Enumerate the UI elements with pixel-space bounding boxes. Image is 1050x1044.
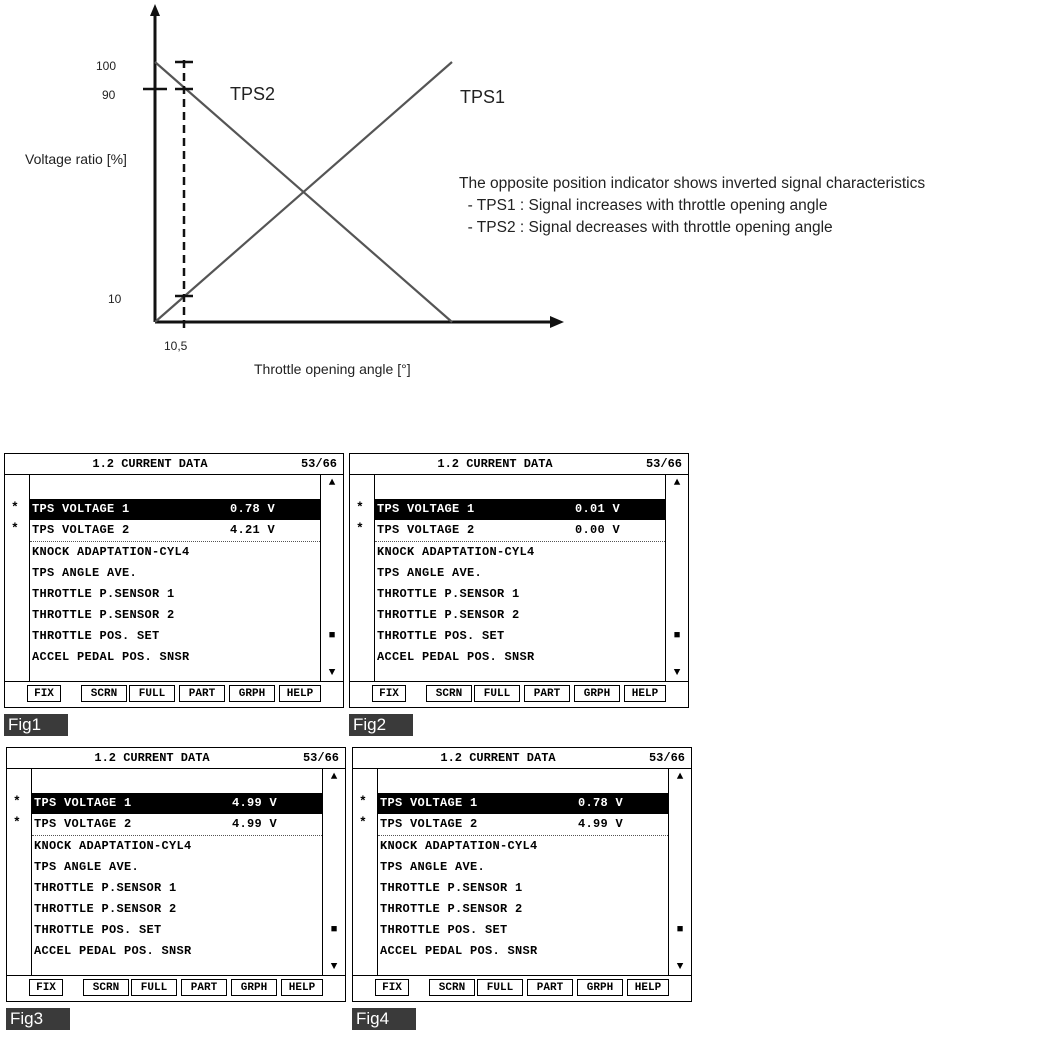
screen-title-bar [353, 748, 691, 769]
y-axis-arrow-icon [150, 4, 160, 16]
data-row-value: 4.99 V [232, 796, 278, 810]
data-row-value: 0.78 V [578, 796, 624, 810]
scrollbar[interactable] [665, 475, 688, 681]
screen-title-bar [350, 454, 688, 475]
data-row-value: 4.99 V [578, 817, 624, 831]
fkey-fix-button[interactable]: FIX [29, 979, 63, 996]
diagram-note [459, 173, 925, 239]
data-row[interactable] [378, 920, 668, 941]
data-row-label: TPS VOLTAGE 1 [34, 796, 132, 810]
marker-asterisk-icon: * [13, 794, 21, 809]
fkey-scrn-button[interactable]: SCRN [426, 685, 472, 702]
y-tick-100: 100 [96, 59, 117, 73]
data-row[interactable] [375, 626, 665, 647]
data-row[interactable] [30, 584, 320, 605]
screen-title: 1.2 CURRENT DATA [440, 751, 556, 765]
function-key-bar [7, 975, 345, 1001]
data-row[interactable] [32, 941, 322, 962]
data-row[interactable] [30, 647, 320, 668]
scroll-down-icon[interactable]: ▼ [328, 667, 336, 679]
data-row[interactable] [30, 499, 320, 520]
data-row[interactable] [375, 499, 665, 520]
marker-asterisk-icon: * [11, 521, 19, 536]
data-row-label: THROTTLE POS. SET [32, 629, 160, 643]
screen-title: 1.2 CURRENT DATA [94, 751, 210, 765]
data-row-label: THROTTLE P.SENSOR 1 [377, 587, 520, 601]
data-row[interactable] [378, 857, 668, 878]
fkey-help-button[interactable]: HELP [627, 979, 669, 996]
data-row-label: ACCEL PEDAL POS. SNSR [377, 650, 535, 664]
scrollbar[interactable] [322, 769, 345, 975]
data-row-value: 4.99 V [232, 817, 278, 831]
data-list [30, 499, 320, 668]
marker-asterisk-icon: * [356, 500, 364, 515]
data-row[interactable] [30, 542, 320, 563]
figure-label: Fig2 [349, 714, 413, 736]
scroll-down-icon[interactable]: ▼ [676, 961, 684, 973]
fkey-part-button[interactable]: PART [527, 979, 573, 996]
screen-title-bar [5, 454, 343, 475]
data-row[interactable] [30, 605, 320, 626]
data-row[interactable] [30, 626, 320, 647]
fkey-help-button[interactable]: HELP [624, 685, 666, 702]
fkey-help-button[interactable]: HELP [279, 685, 321, 702]
function-key-bar [5, 681, 343, 707]
scroll-up-icon[interactable]: ▲ [328, 477, 336, 489]
data-row[interactable] [375, 647, 665, 668]
page-counter: 53/66 [300, 457, 337, 471]
data-row[interactable] [30, 520, 320, 542]
data-row-label: ACCEL PEDAL POS. SNSR [380, 944, 538, 958]
data-row[interactable] [378, 793, 668, 814]
fkey-scrn-button[interactable]: SCRN [81, 685, 127, 702]
data-row-label: TPS ANGLE AVE. [380, 860, 486, 874]
data-row[interactable] [375, 584, 665, 605]
screen-title: 1.2 CURRENT DATA [92, 457, 208, 471]
data-list [378, 793, 668, 962]
marker-asterisk-icon: * [11, 500, 19, 515]
page-counter: 53/66 [302, 751, 339, 765]
data-row-label: TPS VOLTAGE 1 [32, 502, 130, 516]
fkey-grph-button[interactable]: GRPH [231, 979, 277, 996]
page-counter: 53/66 [648, 751, 685, 765]
data-row[interactable] [375, 542, 665, 563]
data-row[interactable] [32, 878, 322, 899]
data-row-label: TPS VOLTAGE 1 [377, 502, 475, 516]
fkey-fix-button[interactable]: FIX [375, 979, 409, 996]
scanner-screen-2 [349, 453, 689, 708]
data-row-label: THROTTLE P.SENSOR 1 [34, 881, 177, 895]
scroll-thumb-icon[interactable]: ■ [328, 630, 336, 642]
marker-asterisk-icon: * [356, 521, 364, 536]
scanner-screen-1 [4, 453, 344, 708]
data-row[interactable] [378, 941, 668, 962]
fkey-full-button[interactable]: FULL [474, 685, 520, 702]
figure-label: Fig4 [352, 1008, 416, 1030]
fkey-grph-button[interactable]: GRPH [229, 685, 275, 702]
fkey-grph-button[interactable]: GRPH [577, 979, 623, 996]
scroll-thumb-icon[interactable]: ■ [673, 630, 681, 642]
data-row[interactable] [375, 520, 665, 542]
data-row-label: KNOCK ADAPTATION-CYL4 [380, 839, 538, 853]
screen-title: 1.2 CURRENT DATA [437, 457, 553, 471]
scanner-screen-4 [352, 747, 692, 1002]
scroll-thumb-icon[interactable]: ■ [676, 924, 684, 936]
data-row-label: THROTTLE POS. SET [34, 923, 162, 937]
y-axis-label: Voltage ratio [%] [25, 151, 127, 167]
note-line-1: The opposite position indicator shows inverted signal characteristics [459, 175, 926, 192]
data-row-label: KNOCK ADAPTATION-CYL4 [32, 545, 190, 559]
data-row-value: 0.01 V [575, 502, 621, 516]
fkey-part-button[interactable]: PART [179, 685, 225, 702]
data-row-value: 0.78 V [230, 502, 276, 516]
data-row-label: TPS ANGLE AVE. [377, 566, 483, 580]
data-row-label: TPS VOLTAGE 2 [34, 817, 132, 831]
data-row[interactable] [375, 605, 665, 626]
screen-title-bar [7, 748, 345, 769]
data-row-label: KNOCK ADAPTATION-CYL4 [377, 545, 535, 559]
scroll-up-icon[interactable]: ▲ [330, 771, 338, 783]
figure-label: Fig3 [6, 1008, 70, 1030]
x-tick-10-5: 10,5 [164, 339, 188, 353]
scroll-up-icon[interactable]: ▲ [676, 771, 684, 783]
data-row[interactable] [30, 563, 320, 584]
data-row[interactable] [32, 899, 322, 920]
x-axis-label: Throttle opening angle [°] [254, 361, 411, 377]
data-row[interactable] [32, 920, 322, 941]
data-row-label: THROTTLE P.SENSOR 2 [32, 608, 175, 622]
y-tick-90: 90 [102, 88, 116, 102]
data-row-label: THROTTLE P.SENSOR 1 [380, 881, 523, 895]
data-row[interactable] [32, 793, 322, 814]
scroll-down-icon[interactable]: ▼ [673, 667, 681, 679]
function-key-bar [350, 681, 688, 707]
data-row-value: 4.21 V [230, 523, 276, 537]
tps2-label: TPS2 [230, 84, 276, 104]
data-list [32, 793, 322, 962]
data-row-label: THROTTLE P.SENSOR 1 [32, 587, 175, 601]
data-row[interactable] [32, 814, 322, 836]
data-row[interactable] [378, 878, 668, 899]
data-row[interactable] [378, 899, 668, 920]
marker-asterisk-icon: * [359, 815, 367, 830]
data-row-label: THROTTLE P.SENSOR 2 [377, 608, 520, 622]
note-line-3: - TPS2 : Signal decreases with throttle opening angle [459, 219, 833, 236]
data-row-label: TPS VOLTAGE 2 [380, 817, 478, 831]
x-axis-arrow-icon [550, 316, 564, 328]
fkey-part-button[interactable]: PART [181, 979, 227, 996]
fkey-fix-button[interactable]: FIX [372, 685, 406, 702]
scrollbar[interactable] [320, 475, 343, 681]
scroll-thumb-icon[interactable]: ■ [330, 924, 338, 936]
data-row-label: THROTTLE POS. SET [377, 629, 505, 643]
fkey-full-button[interactable]: FULL [131, 979, 177, 996]
data-row-label: TPS VOLTAGE 1 [380, 796, 478, 810]
marker-asterisk-icon: * [359, 794, 367, 809]
tps1-label: TPS1 [460, 87, 506, 107]
data-row-label: TPS ANGLE AVE. [34, 860, 140, 874]
note-line-2: - TPS1 : Signal increases with throttle opening angle [459, 197, 828, 214]
data-row[interactable] [378, 836, 668, 857]
data-row-value: 0.00 V [575, 523, 621, 537]
fkey-part-button[interactable]: PART [524, 685, 570, 702]
marker-asterisk-icon: * [13, 815, 21, 830]
data-row-label: THROTTLE P.SENSOR 2 [380, 902, 523, 916]
page-counter: 53/66 [645, 457, 682, 471]
data-row-label: THROTTLE P.SENSOR 2 [34, 902, 177, 916]
fkey-full-button[interactable]: FULL [129, 685, 175, 702]
data-row[interactable] [378, 814, 668, 836]
fkey-full-button[interactable]: FULL [477, 979, 523, 996]
figure-label: Fig1 [4, 714, 68, 736]
scroll-down-icon[interactable]: ▼ [330, 961, 338, 973]
data-row-label: TPS VOLTAGE 2 [377, 523, 475, 537]
data-row[interactable] [32, 836, 322, 857]
data-row-label: TPS VOLTAGE 2 [32, 523, 130, 537]
data-row[interactable] [375, 563, 665, 584]
y-tick-10: 10 [108, 292, 122, 306]
function-key-bar [353, 975, 691, 1001]
fkey-grph-button[interactable]: GRPH [574, 685, 620, 702]
data-row[interactable] [32, 857, 322, 878]
data-row-label: TPS ANGLE AVE. [32, 566, 138, 580]
data-row-label: KNOCK ADAPTATION-CYL4 [34, 839, 192, 853]
data-row-label: THROTTLE POS. SET [380, 923, 508, 937]
fkey-help-button[interactable]: HELP [281, 979, 323, 996]
fkey-scrn-button[interactable]: SCRN [429, 979, 475, 996]
scrollbar[interactable] [668, 769, 691, 975]
scanner-screen-3 [6, 747, 346, 1002]
scroll-up-icon[interactable]: ▲ [673, 477, 681, 489]
fkey-fix-button[interactable]: FIX [27, 685, 61, 702]
fkey-scrn-button[interactable]: SCRN [83, 979, 129, 996]
data-row-label: ACCEL PEDAL POS. SNSR [32, 650, 190, 664]
data-list [375, 499, 665, 668]
data-row-label: ACCEL PEDAL POS. SNSR [34, 944, 192, 958]
